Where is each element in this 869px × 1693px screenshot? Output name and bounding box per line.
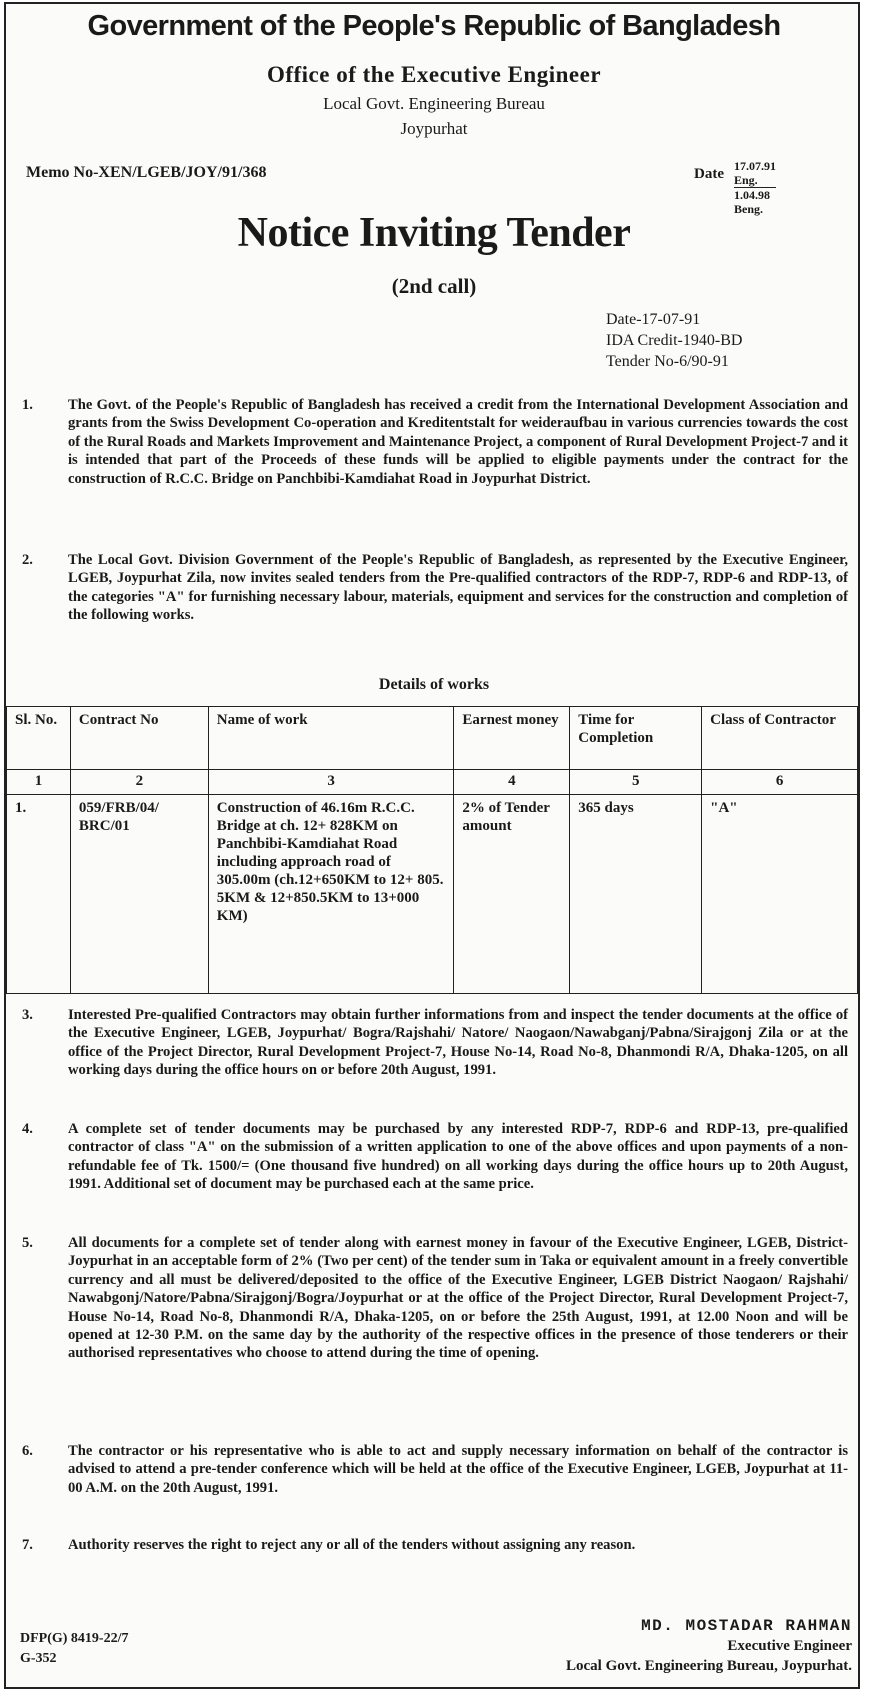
paragraph-text: All documents for a complete set of tender along with earnest money in favour of the Executive Engineer, LGEB, District-Joypurhat in an acceptable form of 2% (Two per cent) of the tender sum in Taka or equivalent amount in a freely convertible currency and all must be delivered/deposited to the office of the Executive Engineer, LGEB District Naogaon/ Rajshahi/ Nawabgonj/Natore/Pabna/Sirajgonj/Bogra/Joypurhat or at the office of the Project Director, Rural Development Project-7, House No-14, Road No-8, Dhanmondi R/A, Dhaka-1205, on or before the 25th August, 1991, at 12.00 Noon and will be opened at 12-30 P.M. on the same day by the authority of the respective offices in the presence of those tenderers or their authorised representatives who choose to attend during the time of opening. xyxy=(68,1235,848,1362)
header-name-of-work: Name of work xyxy=(208,707,454,770)
cell-sl-no: 1. xyxy=(7,795,71,994)
paragraph-3 xyxy=(22,1006,848,1080)
paragraph-2 xyxy=(22,551,848,625)
cell-name-of-work: Construction of 46.16m R.C.C. Bridge at ch. 12+ 828KM on Panchbibi-Kamdiahat Road including approach road of 305.00m (ch.12+650KM to 12+ 805. 5KM & 12+850.5KM to 13+000 KM) xyxy=(208,795,454,994)
cell-class-of-contractor: "A" xyxy=(702,795,858,994)
signatory-office: Local Govt. Engineering Bureau, Joypurhat. xyxy=(566,1658,852,1674)
table-row xyxy=(7,795,858,994)
cell-contract-no: 059/FRB/04/ BRC/01 xyxy=(70,795,208,994)
header-sl-no: Sl. No. xyxy=(7,707,71,770)
signatory-designation: Executive Engineer xyxy=(727,1638,852,1654)
government-header: Government of the People's Republic of Bangladesh xyxy=(87,10,781,42)
paragraph-number: 1. xyxy=(22,397,33,413)
column-number: 6 xyxy=(702,770,858,795)
paragraph-number: 7. xyxy=(22,1537,33,1553)
print-code: G-352 xyxy=(20,1651,57,1666)
date-bengali: 1.04.98 Beng. xyxy=(734,188,770,216)
reference-block xyxy=(606,309,742,372)
paragraph-4 xyxy=(22,1120,848,1194)
cell-earnest-money: 2% of Tender amount xyxy=(454,795,570,994)
print-code-block xyxy=(20,1629,128,1669)
reference-credit: IDA Credit-1940-BD xyxy=(606,332,743,349)
notice-subtitle: (2nd call) xyxy=(391,274,477,298)
paragraph-number: 3. xyxy=(22,1007,33,1023)
paragraph-5 xyxy=(22,1234,848,1363)
signatory-name: MD. MOSTADAR RAHMAN xyxy=(641,1617,852,1635)
paragraph-6 xyxy=(22,1442,848,1497)
works-table xyxy=(6,706,858,994)
paragraph-text: The Govt. of the People's Republic of Bangladesh has received a credit from the International Development Association and grants from the Swiss Development Co-operation and Kreditentstalt for weideraufbau in various currencies towards the cost of the Rural Roads and Markets Improvement and Maintenance Project, a component of Rural Development Project-7 and it is intended that part of the Proceeds of these funds will be applied to eligible payments under the contract for the construction of R.C.C. Bridge on Panchbibi-Kamdiahat Road in Joypurhat District. xyxy=(68,397,848,487)
header-contract-no: Contract No xyxy=(70,707,208,770)
reference-tender: Tender No-6/90-91 xyxy=(606,353,729,370)
paragraph-number: 6. xyxy=(22,1443,33,1459)
date-label: Date xyxy=(694,166,724,182)
details-title: Details of works xyxy=(378,676,490,693)
column-number: 3 xyxy=(208,770,454,795)
paragraph-number: 5. xyxy=(22,1235,33,1251)
table-header-row xyxy=(7,707,858,770)
header-class-of-contractor: Class of Contractor xyxy=(702,707,858,770)
paragraph-text: A complete set of tender documents may be purchased by any interested RDP-7, RDP-6 and RDP-13, pre-qualified contractor of class "A" on the submission of a written application to one of the above offices and upon payments of a non-refundable fee of Tk. 1500/= (One thousand five hundred) on all working days during the office hours up to 20th August, 1991. Additional set of document may be purchased each at the same price. xyxy=(68,1121,848,1193)
paragraph-text: The contractor or his representative who is able to act and supply necessary information on behalf of the contractor is advised to attend a pre-tender conference which will be held at the office of the Executive Engineer, LGEB, Joypurhat at 11-00 A.M. on the 20th August, 1991. xyxy=(68,1443,848,1496)
paragraph-text: The Local Govt. Division Government of the People's Republic of Bangladesh, as represented by the Executive Engineer, LGEB, Joypurhat Zila, now invites sealed tenders from the Pre-qualified contractors of the RDP-7, RDP-6 and RDP-13, of the categories "A" for furnishing necessary labour, materials, equipment and services for the construction and completion of the following works. xyxy=(68,552,848,624)
date-english: 17.07.91 Eng. xyxy=(734,159,776,187)
reference-date: Date-17-07-91 xyxy=(606,311,701,328)
signature-block xyxy=(518,1616,852,1676)
location-header: Joypurhat xyxy=(400,119,468,138)
paragraph-1 xyxy=(22,396,848,488)
column-number: 1 xyxy=(7,770,71,795)
table-column-number-row xyxy=(7,770,858,795)
paragraph-7 xyxy=(22,1536,848,1554)
date-values xyxy=(734,159,776,216)
paragraph-number: 4. xyxy=(22,1121,33,1137)
header-time-for-completion: Time for Completion xyxy=(570,707,702,770)
column-number: 2 xyxy=(70,770,208,795)
notice-title: Notice Inviting Tender xyxy=(237,210,631,256)
bureau-header: Local Govt. Engineering Bureau xyxy=(323,94,545,113)
paragraph-text: Interested Pre-qualified Contractors may obtain further informations from and inspect the tender documents at the office of the Executive Engineer, LGEB, Joypurhat/ Bogra/Rajshahi/ Natore/ Naogaon/Nawabganj/Pabna/Sirajgonj Zila or at the office of the Project Director, Rural Development Project-7, House No-14, Road No-8, Dhanmondi R/A, Dhaka-1205, on all working days during the office hours on or before 20th August, 1991. xyxy=(68,1007,848,1079)
memo-number: Memo No-XEN/LGEB/JOY/91/368 xyxy=(26,164,267,181)
header-earnest-money: Earnest money xyxy=(454,707,570,770)
tender-notice xyxy=(4,2,860,1689)
paragraph-number: 2. xyxy=(22,552,33,568)
cell-time-for-completion: 365 days xyxy=(570,795,702,994)
paragraph-text: Authority reserves the right to reject any or all of the tenders without assigning any reason. xyxy=(68,1537,636,1553)
office-header: Office of the Executive Engineer xyxy=(266,62,602,87)
column-number: 5 xyxy=(570,770,702,795)
print-code: DFP(G) 8419-22/7 xyxy=(20,1631,129,1646)
column-number: 4 xyxy=(454,770,570,795)
